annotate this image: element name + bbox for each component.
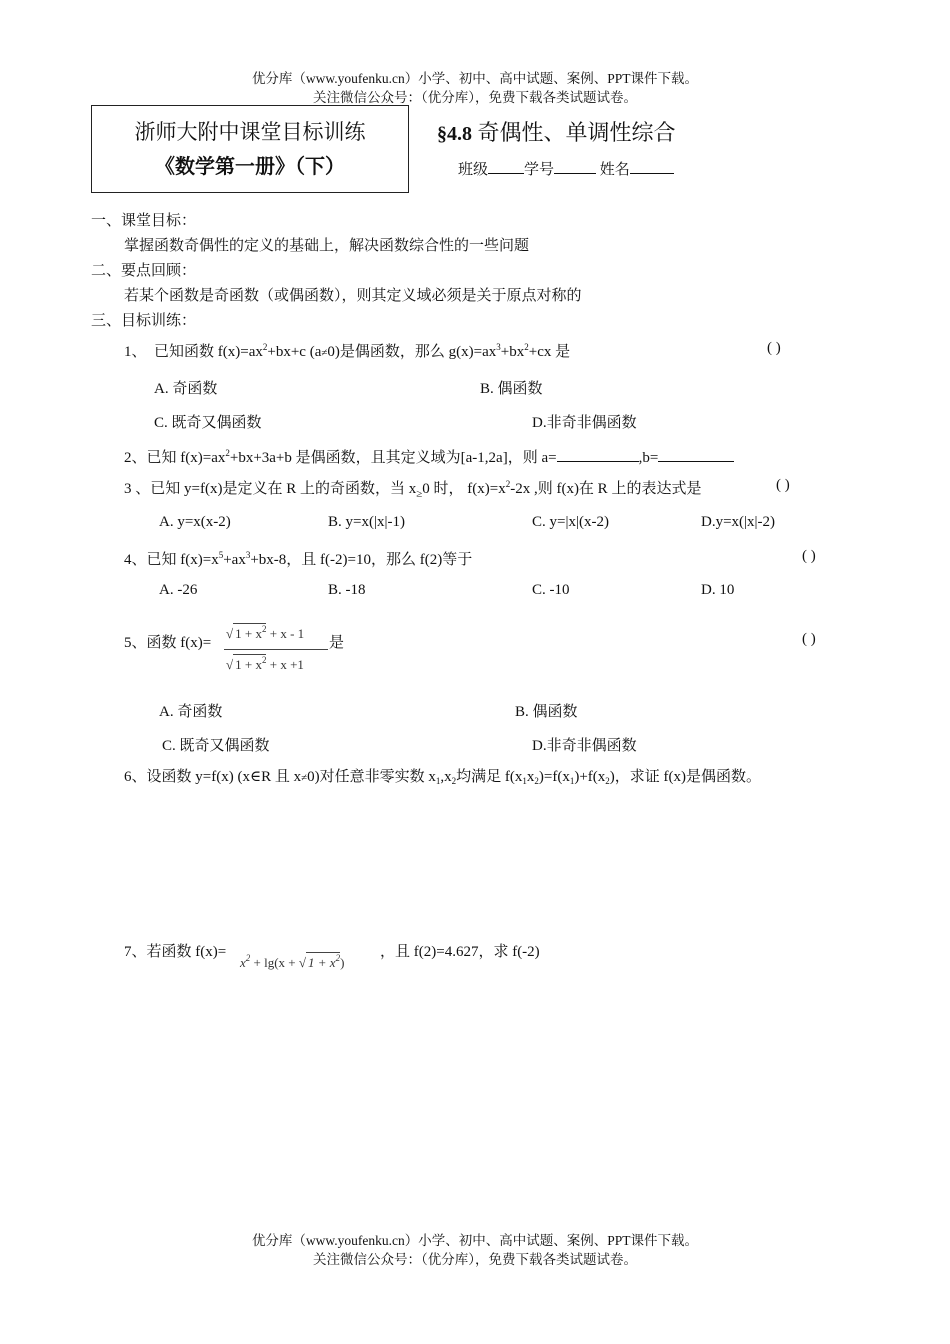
q1-option-d[interactable]: D.非奇非偶函数 bbox=[532, 415, 637, 431]
id-label: 学号 bbox=[524, 162, 555, 178]
class-label: 班级 bbox=[458, 162, 489, 178]
q5-option-d[interactable]: D.非奇非偶函数 bbox=[532, 738, 637, 754]
header-line-1: 优分库（www.youfenku.cn）小学、初中、高中试题、案例、PPT课件下载。 bbox=[251, 71, 699, 86]
q4-option-d[interactable]: D. 10 bbox=[701, 582, 735, 598]
neq-symbol: ≠ bbox=[321, 347, 328, 359]
q2-b-blank[interactable] bbox=[658, 447, 734, 462]
ge-symbol: ≥ bbox=[416, 488, 423, 500]
review-heading: 二、要点回顾： bbox=[91, 263, 197, 279]
q4-option-b[interactable]: B. -18 bbox=[328, 582, 366, 598]
q3-option-d[interactable]: D.y=x(|x|-2) bbox=[701, 514, 776, 530]
q7-tail: ，且 f(2)=4.627，求 f(-2) bbox=[380, 944, 540, 960]
goal-text: 掌握函数奇偶性的定义的基础上，解决函数综合性的一些问题 bbox=[124, 238, 530, 254]
training-heading: 三、目标训练： bbox=[91, 313, 197, 329]
q7-expression: $x^2 + \lg(x$ + √ $1 + x^2$) bbox=[240, 953, 345, 970]
student-info bbox=[458, 158, 674, 179]
name-label: 姓名 bbox=[599, 162, 630, 178]
q5-tail: 是 bbox=[329, 635, 345, 651]
q4-option-a[interactable]: A. -26 bbox=[159, 582, 198, 598]
section-title: 奇偶性、单调性综合 bbox=[477, 120, 676, 145]
q5-option-c[interactable]: C. 既奇又偶函数 bbox=[162, 738, 270, 754]
q1-option-b[interactable]: B. 偶函数 bbox=[480, 381, 543, 397]
q1-option-c[interactable]: C. 既奇又偶函数 bbox=[154, 415, 262, 431]
q3-option-a[interactable]: A. y=x(x-2) bbox=[159, 514, 231, 530]
q5-fraction-line bbox=[224, 649, 328, 650]
school-title: 浙师大附中课堂目标训练 bbox=[134, 120, 366, 144]
class-blank[interactable] bbox=[488, 159, 524, 174]
section-number: §4.8 bbox=[437, 123, 472, 145]
q3-answer-paren[interactable]: ( ) bbox=[776, 477, 790, 493]
q5-denominator: √ $1 + x^2 + x +1$ bbox=[226, 655, 304, 672]
id-blank[interactable] bbox=[554, 159, 596, 174]
q1-option-a[interactable]: A. 奇函数 bbox=[154, 381, 218, 397]
question-6: 6、设函数 y=f(x) (x∈R 且 x≠0)对任意非零实数 $x_1,x_2$均满足 $f(x_1x_2)=f(x_1)+f(x_2)$，求证 f(x)是偶函数。 bbox=[124, 769, 762, 786]
question-7: 7、若函数 f(x)= bbox=[124, 944, 227, 960]
goal-heading: 一、课堂目标： bbox=[91, 213, 197, 229]
footer-line-2: 关注微信公众号：（优分库），免费下载各类试题试卷。 bbox=[313, 1252, 637, 1267]
q2-a-blank[interactable] bbox=[557, 447, 639, 462]
review-text: 若某个函数是奇函数（或偶函数），则其定义域必须是关于原点对称的 bbox=[124, 288, 582, 304]
title-box bbox=[91, 105, 409, 193]
q4-answer-paren[interactable]: ( ) bbox=[802, 548, 816, 564]
q3-option-b[interactable]: B. y=x(|x|-1) bbox=[328, 514, 405, 530]
header-line-2: 关注微信公众号：（优分库），免费下载各类试题试卷。 bbox=[313, 90, 637, 105]
name-blank[interactable] bbox=[630, 159, 674, 174]
q1-answer-paren[interactable]: ( ) bbox=[767, 340, 781, 356]
q5-numerator: √ $1 + x^2 + x - 1$ bbox=[226, 624, 305, 641]
book-title: 《数学第一册》（下） bbox=[155, 154, 345, 178]
section-heading bbox=[437, 116, 676, 147]
footer-line-1: 优分库（www.youfenku.cn）小学、初中、高中试题、案例、PPT课件下载。 bbox=[251, 1233, 699, 1248]
element-of-symbol: ∈ bbox=[249, 769, 262, 785]
q4-option-c[interactable]: C. -10 bbox=[532, 582, 570, 598]
question-5: 5、函数 f(x)= bbox=[124, 635, 212, 651]
question-4: 4、已知 $f(x)=x^5+ax^3+bx-8$，且 f(-2)=10，那么 f(2)等于 bbox=[124, 550, 473, 568]
q5-option-a[interactable]: A. 奇函数 bbox=[159, 704, 223, 720]
question-3: 3 、已知 y=f(x)是定义在 R 上的奇函数，当 $x_\ge 0$ 时， $f(x)=x^2-2x$ ,则 f(x)在 R 上的表达式是 bbox=[124, 479, 702, 500]
q3-option-c[interactable]: C. y=|x|(x-2) bbox=[532, 514, 609, 530]
question-1: 1、 已知函数 $f(x)=ax^2+bx+c$ (a≠0)是偶函数，那么 $g(x)=ax^3+bx^2+cx$ 是 bbox=[124, 342, 571, 360]
q5-option-b[interactable]: B. 偶函数 bbox=[515, 704, 578, 720]
q5-answer-paren[interactable]: ( ) bbox=[802, 631, 816, 647]
question-2: 2、已知 $f(x)=ax^2+bx+3a+b$ 是偶函数，且其定义域为[a-1,2a]，则 a= ,b= bbox=[124, 446, 734, 467]
